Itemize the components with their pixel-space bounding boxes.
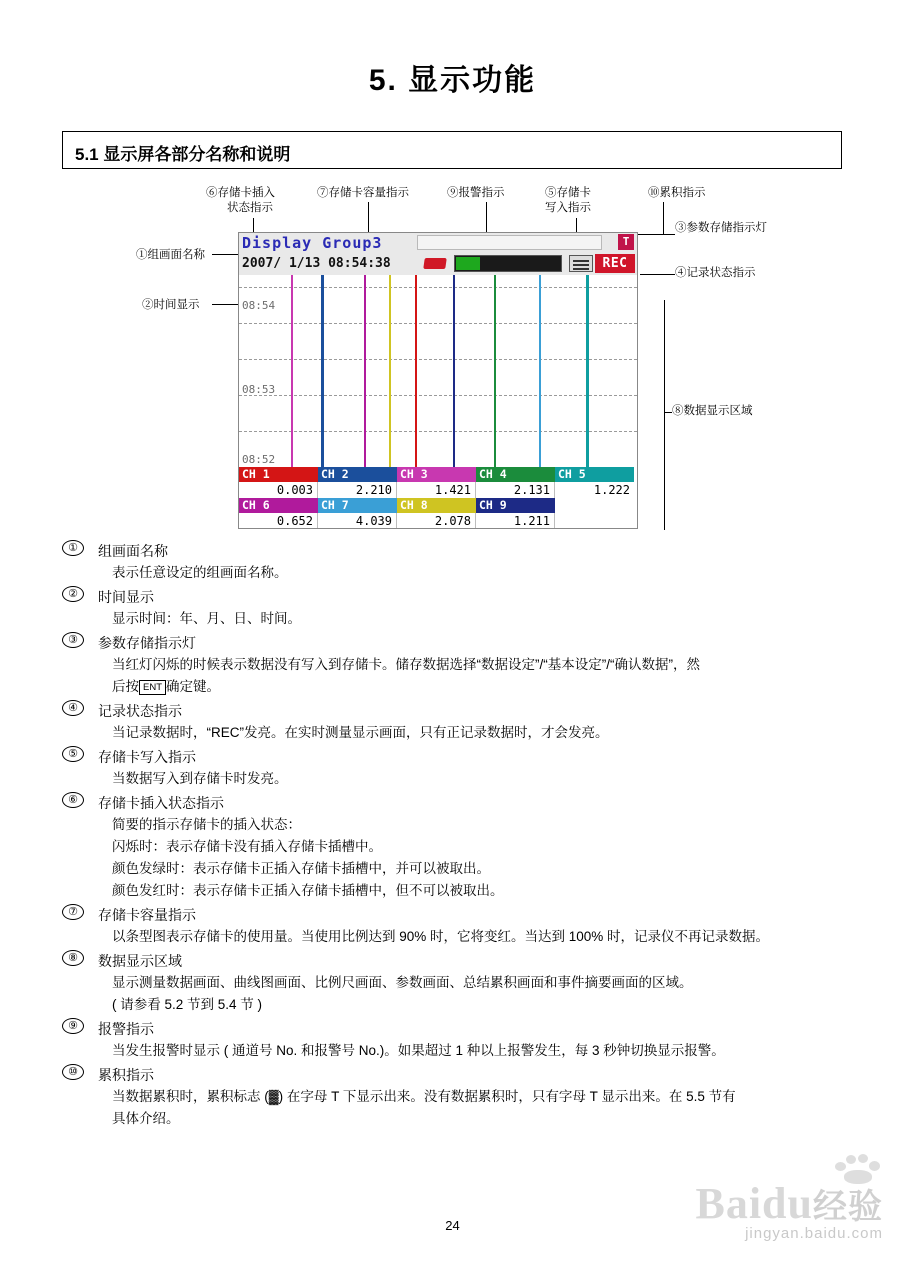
trend-trace-ch5 [586,275,589,467]
item-body-line: 当发生报警时显示 ( 通道号 No. 和报警号 No.)。如果超过 1 种以上报警发生，每 3 秒钟切换显示报警。 [112,1043,725,1058]
item-number: ⑤ [62,746,84,762]
callout-7: ⑦存储卡容量指示 [317,187,409,199]
list-item [62,1064,852,1130]
item-body-line: 闪烁时：表示存储卡没有插入存储卡插槽中。 [112,839,382,854]
alarm-indicator-area [417,235,602,250]
item-body-line: 具体介绍。 [112,1111,180,1126]
legend-ch7: CH 7 [318,498,397,513]
value-ch7: 4.039 [318,513,397,529]
value-ch1: 0.003 [239,482,318,498]
list-item [62,904,852,948]
value-row-1 [239,482,637,498]
item-body-line: 当红灯闪烁的时候表示数据没有写入到存储卡。储存数据选择“数据设定”/“基本设定”/“确认数据”，然 [112,657,700,672]
item-title: 存储卡插入状态指示 [98,795,224,811]
ent-key-glyph: ENT [139,680,166,695]
item-title: 时间显示 [98,589,154,605]
display-title-bar [239,233,637,253]
card-capacity-gauge [454,255,562,272]
value-ch9: 1.211 [476,513,555,529]
value-ch3: 1.421 [397,482,476,498]
callout-6-line1: ⑥存储卡插入 [206,187,275,199]
trend-trace-ch2 [321,275,324,467]
watermark-sub: jingyan.baidu.com [745,1225,883,1242]
section-title: 5.1 显示屏各部分名称和说明 [75,145,291,164]
item-number: ⑦ [62,904,84,920]
item-number: ② [62,586,84,602]
list-item [62,540,852,584]
item-number: ⑥ [62,792,84,808]
explanation-list [62,540,852,1132]
legend-ch1: CH 1 [239,467,318,482]
item-number: ① [62,540,84,556]
item-title: 存储卡写入指示 [98,749,196,765]
list-item [62,792,852,902]
leader-8-horz [664,412,672,413]
trend-trace-ch3 [291,275,293,467]
display-status-bar [239,253,637,275]
page-number: 24 [445,1218,460,1233]
trend-trace-ch9 [453,275,455,467]
time-label-1: 08:53 [242,383,276,396]
item-body-line: 当数据写入到存储卡时发亮。 [112,771,288,786]
data-display-area [239,275,637,467]
trend-trace-ch7 [539,275,541,467]
item-body-line-with-key [112,676,852,698]
callout-8: ⑧数据显示区域 [672,405,753,417]
callout-2: ②时间显示 [142,299,200,311]
list-item [62,1018,852,1062]
list-item [62,700,852,744]
list-item [62,632,852,698]
callout-9: ⑨报警指示 [447,187,505,199]
rec-status-indicator: REC [595,254,635,273]
item-body-line: 当数据累积时，累积标志 (▓) 在字母 T 下显示出来。没有数据累积时，只有字母 T 显示出来。在 5.5 节有 [112,1089,736,1104]
item-body-line: 显示时间：年、月、日、时间。 [112,611,301,626]
leader-10 [663,202,664,234]
legend-ch8: CH 8 [397,498,476,513]
legend-ch4: CH 4 [476,467,555,482]
value-ch2: 2.210 [318,482,397,498]
callout-4: ④记录状态指示 [675,267,756,279]
section-header-box [62,131,842,169]
callout-5-line1: ⑤存储卡 [545,187,591,199]
figure-display-screen [0,180,905,545]
time-label-0: 08:54 [242,299,276,312]
item-body-line: 显示测量数据画面、曲线图画面、比例尺画面、参数画面、总结累积画面和事件摘要画面的区域。 [112,975,693,990]
item-title: 存储卡容量指示 [98,907,196,923]
item-body-line: 以条型图表示存储卡的使用量。当使用比例达到 90% 时，它将变红。当达到 100% 时，记录仪不再记录数据。 [112,929,770,944]
value-row-2 [239,513,637,529]
trend-trace-ch4 [494,275,496,467]
leader-8-vert [664,300,665,530]
channel-legend [239,467,637,528]
list-item [62,586,852,630]
callout-3: ③参数存储指示灯 [675,222,767,234]
group-name-text: Display Group3 [242,234,383,252]
list-item [62,950,852,1016]
list-item [62,746,852,790]
item-number: ⑨ [62,1018,84,1034]
item-title: 组画面名称 [98,543,168,559]
value-ch5: 1.222 [593,483,630,497]
datetime-text: 2007/ 1/13 08:54:38 [242,256,391,271]
chapter-title: 5. 显示功能 [368,64,537,97]
legend-row-1 [239,467,637,482]
value-ch8: 2.078 [397,513,476,529]
time-label-2: 08:52 [242,453,276,466]
item-title: 报警指示 [98,1021,154,1037]
card-write-icon [569,255,593,272]
callout-10: ⑩累积指示 [648,187,706,199]
card-insert-status-icon [424,254,448,272]
recorder-display [238,232,638,529]
item-body-line: 颜色发红时：表示存储卡正插入存储卡插槽中，但不可以被取出。 [112,883,504,898]
legend-row-2 [239,498,637,513]
watermark-main-cn: 经验 [813,1189,883,1226]
leader-4 [640,274,675,275]
leader-1 [212,254,240,255]
item-title: 累积指示 [98,1067,154,1083]
trend-trace-ch1 [415,275,417,467]
item-title: 记录状态指示 [98,703,182,719]
item-body-text-suffix: 确定键。 [166,679,220,694]
item-body-line: 当记录数据时，“REC”发亮。在实时测量显示画面，只有正记录数据时，才会发亮。 [112,725,609,740]
value-ch4: 2.131 [476,482,555,498]
legend-ch9: CH 9 [476,498,555,513]
item-number: ④ [62,700,84,716]
value-ch6: 0.652 [239,513,318,529]
item-body-line: 简要的指示存储卡的插入状态： [112,817,301,832]
trend-trace-ch8 [389,275,391,467]
legend-ch3: CH 3 [397,467,476,482]
item-body-line: ( 请参看 5.2 节到 5.4 节 ) [112,997,263,1012]
trend-trace-ch6 [364,275,366,467]
callout-6-line2: 状态指示 [227,202,273,214]
leader-7 [368,202,369,236]
item-number: ⑩ [62,1064,84,1080]
callout-5-line2: 写入指示 [545,202,591,214]
legend-ch2: CH 2 [318,467,397,482]
item-body-line: 表示任意设定的组画面名称。 [112,565,288,580]
paw-icon [835,1152,881,1182]
item-title: 参数存储指示灯 [98,635,196,651]
legend-ch6: CH 6 [239,498,318,513]
item-body-text-prefix: 后按 [112,679,139,694]
totalizer-indicator: T [618,234,634,250]
item-body-line: 颜色发绿时：表示存储卡正插入存储卡插槽中，并可以被取出。 [112,861,490,876]
item-number: ⑧ [62,950,84,966]
callout-1: ①组画面名称 [136,249,205,261]
item-number: ③ [62,632,84,648]
leader-2 [212,304,240,305]
watermark-main-en: Baidu [695,1179,813,1228]
item-title: 数据显示区域 [98,953,182,969]
legend-ch5: CH 5 [555,467,634,482]
